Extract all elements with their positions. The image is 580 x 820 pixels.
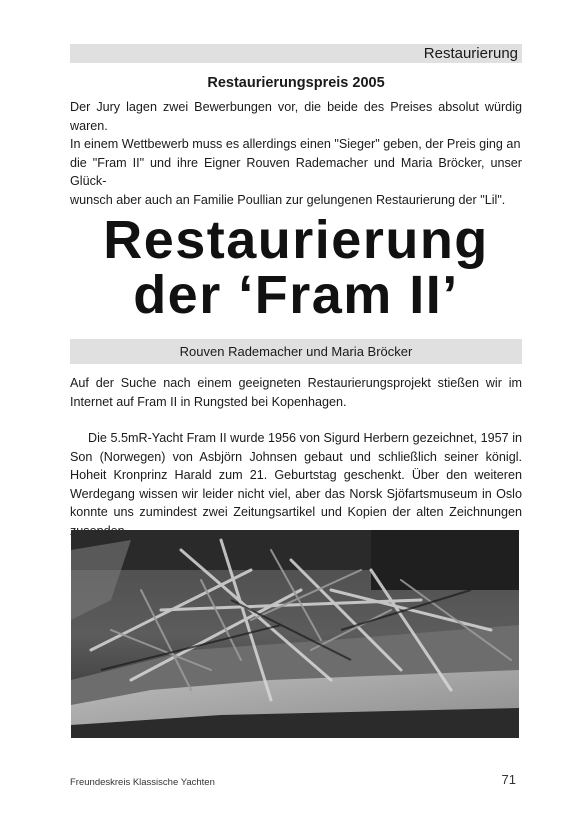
- prize-text-line: Der Jury lagen zwei Bewerbungen vor, die beide des Preises absolut würdig waren.: [70, 100, 522, 133]
- article-title-line-1: Restaurierung: [103, 210, 489, 270]
- prize-heading: Restaurierungspreis 2005: [207, 75, 385, 91]
- wreck-photo-illustration: [71, 530, 519, 738]
- article-title-line-2: der ‘Fram II’: [133, 265, 459, 325]
- article-title: [60, 210, 532, 325]
- author-bar: [70, 339, 522, 364]
- page-number: 71: [501, 772, 516, 787]
- article-paragraph-1: Auf der Suche nach einem geeigneten Restaurierungsprojekt stießen wir im Internet auf Fram II in Rungsted bei Kopenhagen.: [70, 376, 522, 409]
- prize-text-line: wunsch aber auch an Familie Poullian zur gelungenen Restaurierung der "Lil".: [70, 192, 506, 207]
- prize-text-line: In einem Wettbewerb muss es allerdings einen "Sieger" geben, der Preis ging an: [70, 137, 521, 151]
- section-header-bar: [70, 44, 522, 63]
- article-paragraph-2: Die 5.5mR-Yacht Fram II wurde 1956 von Sigurd Herbern gezeichnet, 1957 in Son (Norwegen) von Asbjörn Johnsen gebaut und schließlich seiner königl. Hoheit Kronprinz Harald zum 21. Geburtstag geschenkt. Über den weiteren Werdegang wissen wir leider nicht viel, aber das Norsk Sjöfartsmuseum in Oslo konnte uns zumindest zwei Zeitungsartikel und Kopien der alten Zeichnungen: [70, 431, 522, 519]
- wreck-photo: [71, 530, 519, 738]
- article-authors: Rouven Rademacher und Maria Bröcker: [179, 344, 413, 359]
- footer-publisher: Freundeskreis Klassische Yachten: [70, 777, 215, 788]
- prize-text-line: die "Fram II" und ihre Eigner Rouven Rademacher und Maria Bröcker, unser Glück-: [70, 155, 522, 188]
- prize-text: [70, 98, 522, 209]
- section-title: Restaurierung: [423, 45, 518, 62]
